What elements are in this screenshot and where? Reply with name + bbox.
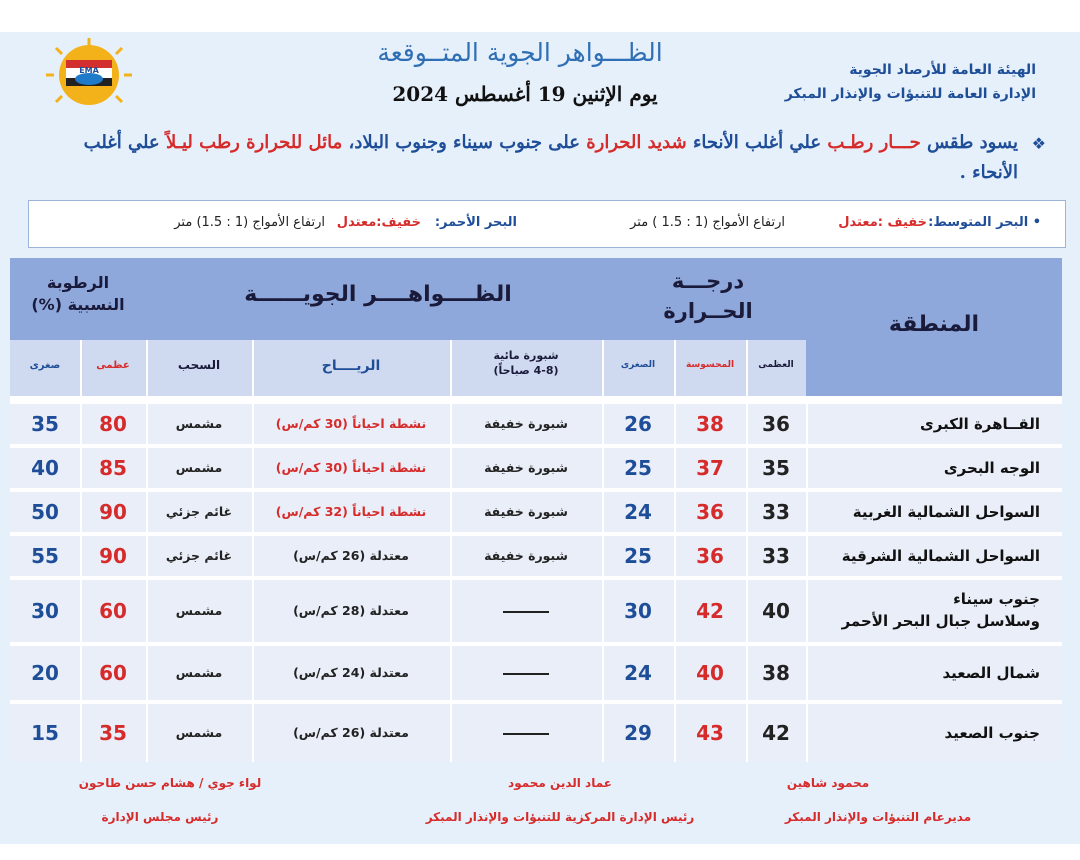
signature-1-name: محمود شاهين (786, 776, 870, 790)
humidity-max-value: 85 (99, 456, 127, 480)
dash-line (503, 733, 549, 735)
table-row (10, 492, 1062, 532)
table-row (10, 448, 1062, 488)
no-fog-dash (450, 580, 602, 642)
org-department: الإدارة العامة للتنبؤات والإنذار المبكر (784, 86, 1036, 102)
dash-line (503, 611, 549, 613)
region-name-line2: وسلاسل جبال البحر الأحمر (841, 612, 1040, 630)
sea-conditions-box (28, 200, 1066, 248)
col-divider (252, 340, 254, 762)
table-row (10, 704, 1062, 762)
col-divider (806, 396, 808, 762)
max-temp-value: 42 (762, 721, 790, 745)
med-sea-state: خفيف :معتدل (838, 215, 927, 230)
summary-text-3: علي أغلب الأنحاء (686, 132, 828, 153)
min-temp-subheader: الصغرى (620, 360, 656, 370)
region-name-line1: جنوب سيناء (953, 590, 1040, 608)
summary-text-7: علي أغلب الأنحاء . (83, 132, 1018, 183)
humidity-max-value: 90 (99, 500, 127, 524)
region-name-line1: السواحل الشمالية الشرقية (841, 547, 1040, 565)
ema-logo (36, 38, 142, 112)
wind-value: نشطة احياناً (30 كم/س) (275, 460, 427, 475)
min-temp-value: 25 (624, 456, 652, 480)
org-name: الهيئة العامة للأرصاد الجوية (849, 62, 1036, 78)
page-title: الظـــواهر الجوية المتــوقعة (377, 38, 663, 67)
max-temp-value: 33 (762, 544, 790, 568)
humidity-min-value: 55 (31, 544, 59, 568)
fog-subheader-line1: شبورة مائية (493, 349, 559, 362)
clouds-value: غائم جزئي (165, 548, 233, 563)
phenomena-header: الظــــواهــــر الجويــــــة (244, 282, 512, 307)
table-row (10, 646, 1062, 700)
region-name (842, 588, 1040, 632)
region-name (842, 545, 1040, 567)
signature-1-title: مديرعام التنبؤات والإنذار المبكر (784, 810, 972, 824)
forecast-date: يوم الإثنين 19 أغسطس 2024 (392, 82, 658, 106)
region-name (945, 722, 1040, 744)
clouds-value: مشمس (175, 460, 223, 475)
max-temp-value: 33 (762, 500, 790, 524)
humidity-header-line1: الرطوبة (46, 273, 110, 292)
min-temp-value: 25 (624, 544, 652, 568)
weather-summary (58, 128, 1018, 188)
humidity-min-value: 20 (31, 661, 59, 685)
humidity-min-value: 30 (31, 599, 59, 623)
wind-value: نشطة احياناً (30 كم/س) (275, 416, 427, 431)
no-fog-dash (450, 704, 602, 762)
col-divider (674, 340, 676, 762)
felt-temp-value: 36 (696, 500, 724, 524)
dash-line (503, 673, 549, 675)
summary-text-2: حـــار رطـب (827, 132, 921, 153)
wind-subheader: الريــــاح (321, 358, 381, 374)
max-temp-value: 38 (762, 661, 790, 685)
summary-text-1: يسود طقس (920, 132, 1018, 153)
fog-value: شبورة خفيفة (484, 504, 568, 519)
humidity-max-value: 90 (99, 544, 127, 568)
felt-temp-subheader: المحسوسة (685, 360, 735, 370)
col-divider (602, 340, 604, 762)
col-divider (746, 340, 748, 762)
felt-temp-value: 38 (696, 412, 724, 436)
region-header: المنطقة (888, 312, 980, 337)
region-name-line1: جنوب الصعيد (944, 724, 1040, 742)
signature-2-name: عماد الدين محمود (508, 776, 612, 790)
bottom-margin (0, 844, 1080, 860)
temp-header-line2: الحــرارة (663, 299, 753, 323)
med-sea-waves: ارتفاع الأمواج (1 : 1.5 ) متر (630, 215, 785, 230)
clouds-value: مشمس (175, 665, 223, 680)
region-name (920, 413, 1040, 435)
min-temp-value: 30 (624, 599, 652, 623)
region-name-line1: القــاهرة الكبرى (920, 415, 1040, 433)
humidity-min-value: 40 (31, 456, 59, 480)
summary-text-5: على جنوب سيناء وجنوب البلاد، (342, 132, 587, 153)
clouds-value: مشمس (175, 603, 223, 618)
max-temp-subheader: العظمى (758, 360, 794, 370)
humidity-max-subheader: عظمى (96, 360, 130, 371)
med-sea-label: • البحر المتوسط: (928, 215, 1041, 230)
max-temp-value: 35 (762, 456, 790, 480)
wind-value: معتدلة (28 كم/س) (293, 603, 409, 618)
felt-temp-value: 42 (696, 599, 724, 623)
region-name-line1: شمال الصعيد (942, 664, 1040, 682)
felt-temp-value: 37 (696, 456, 724, 480)
summary-text-6: مائل للحرارة رطب ليـلاً (165, 132, 343, 153)
region-name-line1: السواحل الشمالية الغربية (852, 503, 1040, 521)
forecast-page (0, 32, 1080, 844)
humidity-min-value: 15 (31, 721, 59, 745)
table-row (10, 580, 1062, 642)
table-row (10, 404, 1062, 444)
felt-temp-value: 40 (696, 661, 724, 685)
humidity-max-value: 35 (99, 721, 127, 745)
col-divider (450, 340, 452, 762)
min-temp-value: 26 (624, 412, 652, 436)
region-name (943, 662, 1041, 684)
temp-header (610, 266, 806, 326)
wind-value: معتدلة (26 كم/س) (293, 725, 409, 740)
felt-temp-value: 36 (696, 544, 724, 568)
region-name (853, 501, 1040, 523)
fog-subheader (450, 348, 602, 378)
fog-value: شبورة خفيفة (484, 548, 568, 563)
min-temp-value: 29 (624, 721, 652, 745)
clouds-subheader: السحب (177, 358, 221, 372)
humidity-max-value: 60 (99, 599, 127, 623)
region-name-line1: الوجه البحرى (943, 459, 1040, 477)
table-row (10, 536, 1062, 576)
signature-3-name: لواء جوي / هشام حسن طاحون (78, 776, 262, 790)
min-temp-value: 24 (624, 500, 652, 524)
clouds-value: مشمس (175, 416, 223, 431)
felt-temp-value: 43 (696, 721, 724, 745)
humidity-header (10, 272, 146, 316)
red-sea-state: خفيف:معتدل (336, 215, 421, 230)
red-sea-waves: ارتفاع الأمواج (1 : 1.5) متر (174, 215, 325, 230)
humidity-min-value: 50 (31, 500, 59, 524)
wind-value: نشطة احياناً (32 كم/س) (275, 504, 427, 519)
min-temp-value: 24 (624, 661, 652, 685)
logo-text: EMA (79, 66, 99, 75)
humidity-min-value: 35 (31, 412, 59, 436)
wind-value: معتدلة (26 كم/س) (293, 548, 409, 563)
max-temp-value: 36 (762, 412, 790, 436)
clouds-value: مشمس (175, 725, 223, 740)
red-sea-label: البحر الأحمر: (434, 215, 517, 230)
col-divider (80, 340, 82, 762)
forecast-table (10, 258, 1062, 762)
col-divider (146, 340, 148, 762)
humidity-header-line2: النسبية (%) (31, 295, 125, 314)
fog-value: شبورة خفيفة (484, 460, 568, 475)
max-temp-value: 40 (762, 599, 790, 623)
no-fog-dash (450, 646, 602, 700)
temp-header-line1: درجـــة (671, 269, 745, 293)
humidity-max-value: 60 (99, 661, 127, 685)
clouds-value: غائم جزئي (165, 504, 233, 519)
region-name (944, 457, 1040, 479)
signature-3-title: رئيس مجلس الإدارة (101, 810, 219, 824)
top-margin (0, 0, 1080, 32)
fog-value: شبورة خفيفة (484, 416, 568, 431)
wind-value: معتدلة (24 كم/س) (293, 665, 409, 680)
humidity-min-subheader: صغرى (29, 360, 61, 371)
diamond-bullet-icon: ❖ (1031, 134, 1046, 153)
summary-text-4: شديد الحرارة (586, 132, 687, 153)
humidity-max-value: 80 (99, 412, 127, 436)
fog-subheader-line2: (4-8 صباحاً) (493, 364, 559, 377)
signature-2-title: رئيس الإدارة المركزية للتنبؤات والإنذار المبكر (425, 810, 695, 824)
